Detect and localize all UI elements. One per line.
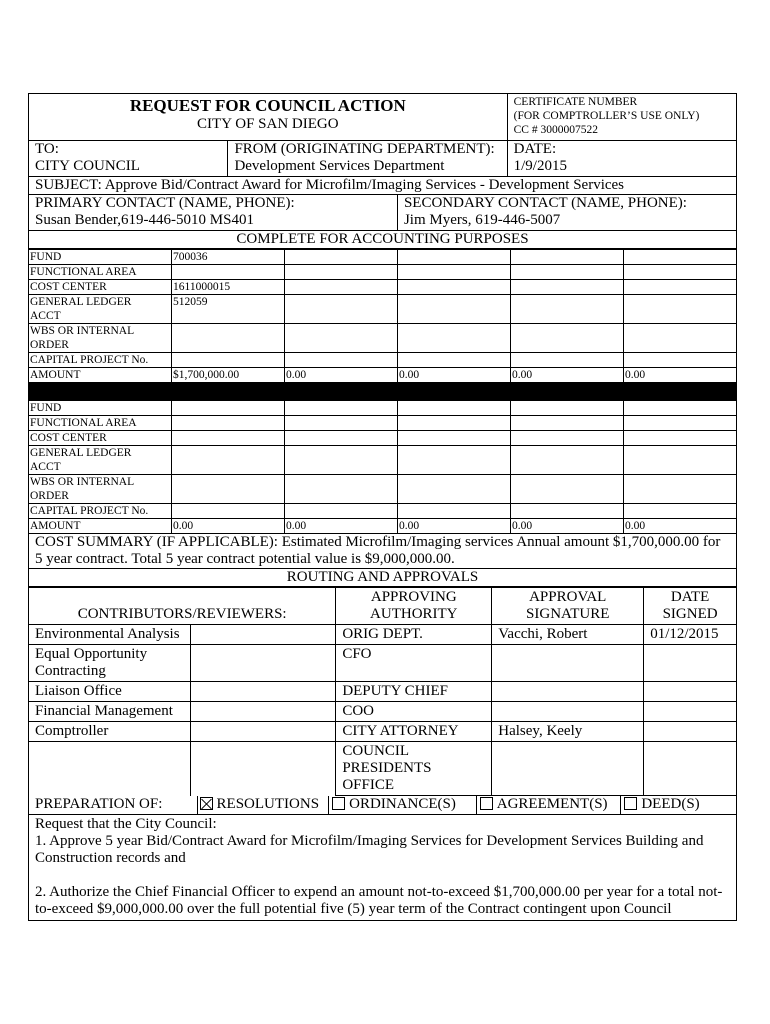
table-row: COUNCIL PRESIDENTS OFFICE [29,742,737,796]
table-row: COST CENTER [29,431,737,446]
contacts-row [28,195,737,231]
amount-4: 0.00 [511,368,624,383]
accounting-title: COMPLETE FOR ACCOUNTING PURPOSES [236,231,529,247]
accounting-table-2 [28,400,737,534]
to-cell: TO: CITY COUNCIL [29,141,228,176]
date-value: 1/9/2015 [513,158,567,174]
ordinances-checkbox[interactable] [332,797,345,810]
secondary-contact-value: Jim Myers, 619-446-5007 [403,212,561,228]
primary-contact-value: Susan Bender,619-446-5010 MS401 [35,212,254,228]
subject-row [28,177,737,195]
from-cell: FROM (ORIGINATING DEPARTMENT): Development Services Department [228,141,507,176]
signature: Halsey, Keely [492,722,644,742]
amount-5: 0.00 [624,519,737,534]
subject: SUBJECT: Approve Bid/Contract Award for Microfilm/Imaging Services - Development Services [35,177,625,193]
amount-2: 0.00 [285,368,398,383]
routing-header [29,588,737,625]
signature-header: APPROVAL SIGNATURE [492,588,644,625]
city-name: CITY OF SAN DIEGO [197,116,339,132]
divider-bar [28,383,737,400]
cert-label: CERTIFICATE NUMBER [513,96,638,108]
table-row: Equal Opportunity Contracting CFO [29,645,737,682]
resolutions-option[interactable]: RESOLUTIONS [198,796,330,814]
deeds-checkbox[interactable] [624,797,637,810]
deeds-option[interactable]: DEED(S) [621,796,736,814]
request-row [28,815,737,921]
date-cell: DATE: 1/9/2015 [508,141,736,176]
cert-number: CC # 3000007522 [513,124,598,136]
accounting-title-row [28,231,737,249]
amount-1: $1,700,000.00 [172,368,285,383]
cost-center-value: 1611000015 [172,280,285,295]
amount-3: 0.00 [398,519,511,534]
resolutions-checkbox[interactable] [200,797,213,810]
amount-2: 0.00 [285,519,398,534]
signature: Vacchi, Robert [492,625,644,645]
accounting-table-1 [28,249,737,383]
routing-table [28,587,737,796]
routing-title-row [28,569,737,587]
amount-4: 0.00 [511,519,624,534]
gl-value: 512059 [172,295,285,324]
agreements-checkbox[interactable] [480,797,493,810]
form-header [28,93,737,141]
agreements-option[interactable]: AGREEMENT(S) [477,796,622,814]
authority-header: APPROVING AUTHORITY [336,588,492,625]
table-row: FUNCTIONAL AREA [29,416,737,431]
amount-5: 0.00 [624,368,737,383]
from-value: Development Services Department [234,158,445,174]
to-from-date-row [28,141,737,177]
preparation-row [28,796,737,815]
cert-note: (FOR COMPTROLLER’S USE ONLY) [513,110,700,122]
table-row: Liaison Office DEPUTY CHIEF [29,682,737,702]
table-row: FUND [29,401,737,416]
request-intro: Request that the City Council: [35,816,217,832]
table-row: COST CENTER 1611000015 [29,280,737,295]
preparation-label: PREPARATION OF: [29,796,198,814]
table-row: WBS OR INTERNAL ORDER [29,324,737,353]
form-title: REQUEST FOR COUNCIL ACTION [129,96,406,115]
table-row: CAPITAL PROJECT No. [29,353,737,368]
cost-summary-row [28,534,737,569]
table-row: GENERAL LEDGER ACCT 512059 [29,295,737,324]
request-text [29,815,736,920]
council-action-form [28,93,737,921]
table-row: AMOUNT $1,700,000.00 0.00 0.00 0.00 0.00 [29,368,737,383]
request-item-2: 2. Authorize the Chief Financial Officer to expend an amount not-to-exceed $1,700,000.00 per year for a total not-to-exceed $9,000,000.00 over the full potential five (5) year term of the Contract contingent upon Council [35,884,723,917]
routing-title: ROUTING AND APPROVALS [286,569,479,585]
ordinances-option[interactable]: ORDINANCE(S) [329,796,477,814]
date-signed: 01/12/2015 [644,625,737,645]
amount-1: 0.00 [172,519,285,534]
date-header: DATE SIGNED [644,588,737,625]
table-row: Financial Management COO [29,702,737,722]
cost-summary: COST SUMMARY (IF APPLICABLE): Estimated Microfilm/Imaging services Annual amount $1,700,000.00 for 5 year contract. Total 5 year contract potential value is $9,000,000.00. [35,534,721,567]
table-row: Environmental Analysis ORIG DEPT. Vacchi, Robert 01/12/2015 [29,625,737,645]
certificate-box [508,94,736,140]
primary-contact: PRIMARY CONTACT (NAME, PHONE): Susan Bender,619-446-5010 MS401 [29,195,398,230]
fund-value: 700036 [172,250,285,265]
table-row: Comptroller CITY ATTORNEY Halsey, Keely [29,722,737,742]
amount-3: 0.00 [398,368,511,383]
table-row: GENERAL LEDGER ACCT [29,446,737,475]
table-row: FUND 700036 [29,250,737,265]
secondary-contact: SECONDARY CONTACT (NAME, PHONE): Jim Myers, 619-446-5007 [398,195,736,230]
contributors-header: CONTRIBUTORS/REVIEWERS: [29,588,336,625]
table-row: WBS OR INTERNAL ORDER [29,475,737,504]
table-row: CAPITAL PROJECT No. [29,504,737,519]
table-row: FUNCTIONAL AREA [29,265,737,280]
request-item-1: 1. Approve 5 year Bid/Contract Award for Microfilm/Imaging Services for Development Services Building and Construction records and [35,833,704,866]
table-row: AMOUNT 0.00 0.00 0.00 0.00 0.00 [29,519,737,534]
to-value: CITY COUNCIL [35,158,140,174]
